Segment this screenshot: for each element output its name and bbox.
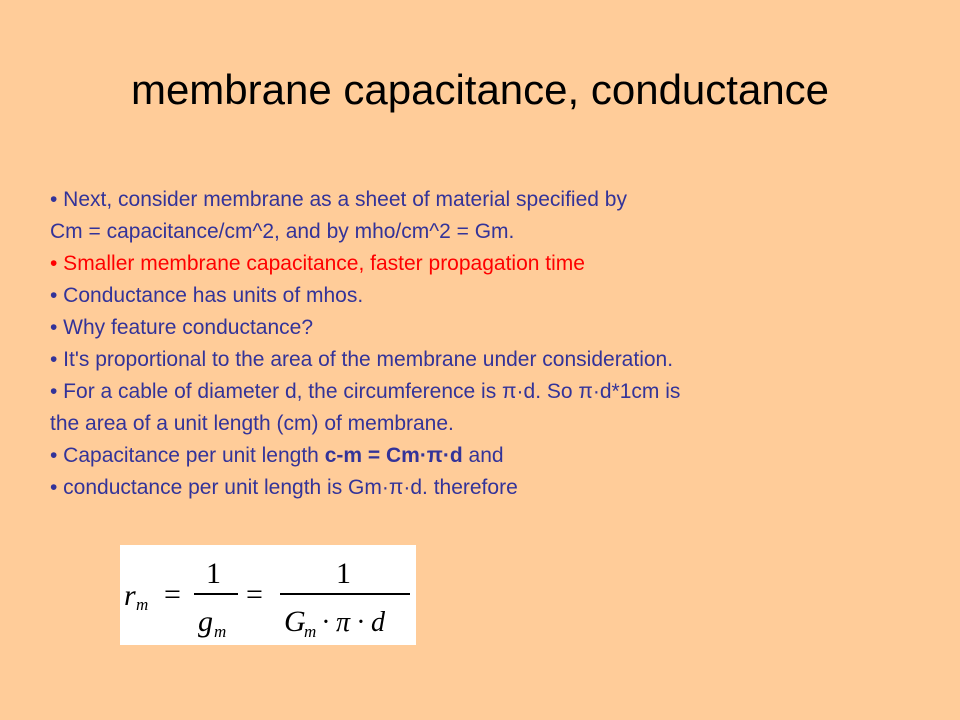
formula-equals-2: = (246, 578, 263, 611)
bullet-cable-diameter-line2: the area of a unit length (cm) of membrane. (50, 412, 454, 435)
formula-denominator-1: g (198, 605, 213, 638)
bullet-list (50, 184, 910, 504)
formula-numerator-2: 1 (336, 557, 351, 590)
bullet-capacitance-per-length (50, 440, 910, 472)
formula-lhs-sub: m (136, 595, 149, 614)
bullet-smaller-capacitance: • Smaller membrane capacitance, faster propagation time (50, 252, 585, 275)
bullet-conductance-per-length: • conductance per unit length is Gm·π·d. therefore (50, 476, 518, 499)
slide-title: membrane capacitance, conductance (130, 66, 830, 113)
bullet-why-conductance: • Why feature conductance? (50, 316, 314, 339)
capacitance-formula: c-m = Cm·π·d (324, 444, 463, 467)
formula-denominator-2-sub: m (304, 622, 317, 641)
formula-denominator-2-rest: · π · d (322, 607, 386, 638)
formula-svg (120, 545, 416, 645)
formula-denominator-1-sub: m (214, 622, 227, 641)
formula-image (120, 545, 416, 645)
formula-equals-1: = (164, 578, 181, 611)
bullet-cable-diameter-line1: • For a cable of diameter d, the circumference is π·d. So π·d*1cm is (50, 380, 681, 403)
capacitance-prefix: • Capacitance per unit length (50, 444, 325, 467)
bullet-proportional-area: • It's proportional to the area of the membrane under consideration. (50, 348, 674, 371)
bullet-membrane-sheet-line1: • Next, consider membrane as a sheet of material specified by (50, 188, 627, 211)
bullet-membrane-sheet-line2: Cm = capacitance/cm^2, and by mho/cm^2 = Gm. (50, 220, 515, 243)
formula-lhs: r (124, 579, 136, 612)
formula-denominator-2-G: G (284, 605, 306, 638)
bullet-conductance-units: • Conductance has units of mhos. (50, 284, 364, 307)
capacitance-suffix: and (462, 444, 504, 467)
formula-numerator-1: 1 (206, 557, 221, 590)
